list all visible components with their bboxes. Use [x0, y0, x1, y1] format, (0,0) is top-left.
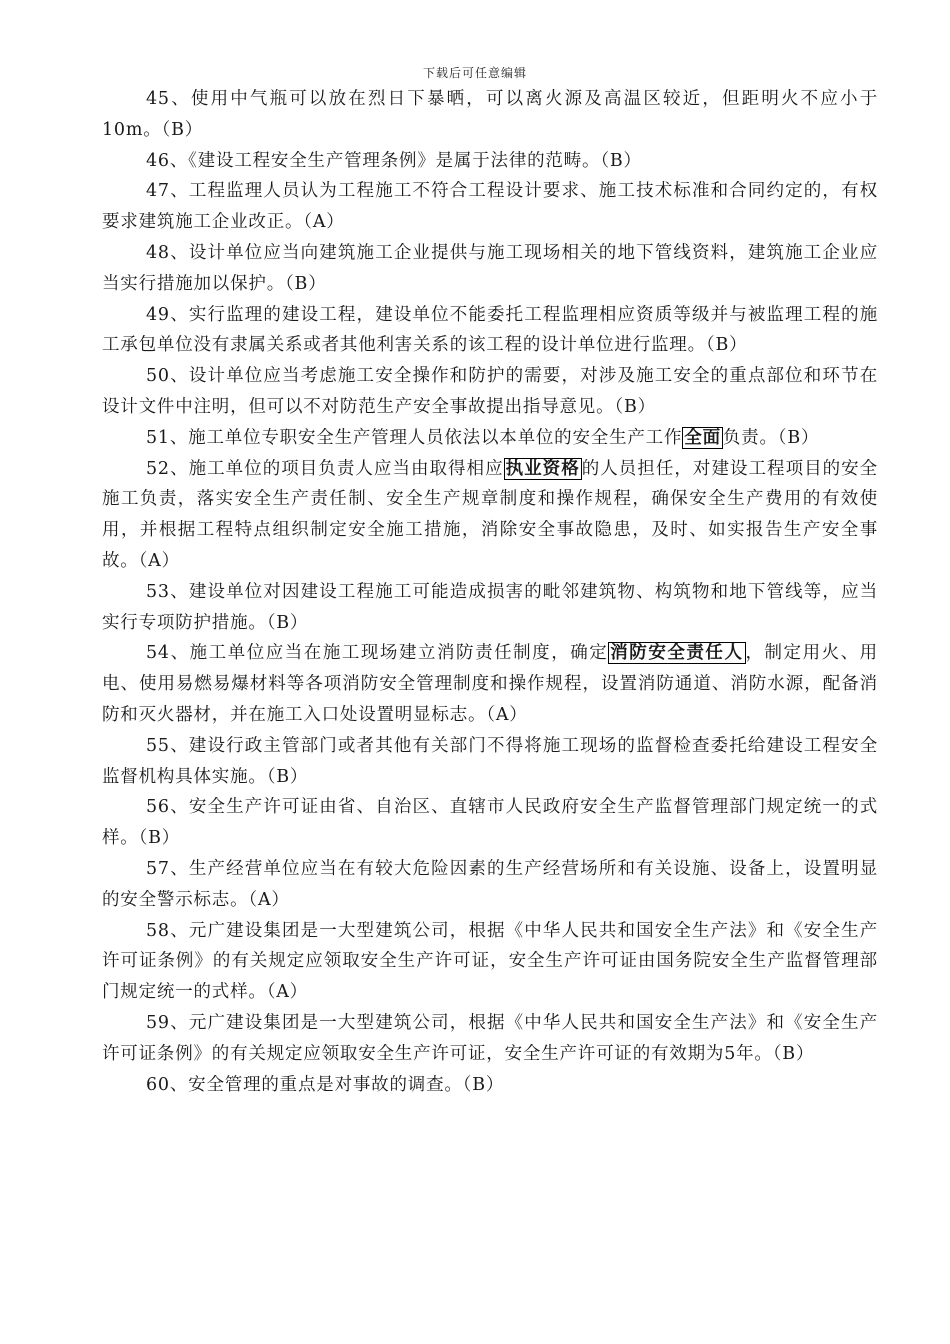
question-56: 56、安全生产许可证由省、自治区、直辖市人民政府安全生产监督管理部门规定统一的式样。（B） — [102, 797, 878, 849]
question-45: 45、使用中气瓶可以放在烈日下暴晒，可以离火源及高温区较近，但距明火不应小于10m。（B） — [102, 89, 878, 140]
question-52 — [102, 454, 878, 577]
question-46: 46、《建设工程安全生产管理条例》是属于法律的范畴。（B） — [146, 150, 642, 171]
question-57: 57、生产经营单位应当在有较大危险因素的生产经营场所和有关设施、设备上，设置明显的安全警示标志。（A） — [102, 858, 878, 910]
question-48: 48、设计单位应当向建筑施工企业提供与施工现场相关的地下管线资料，建筑施工企业应当实行措施加以保护。（B） — [102, 242, 878, 294]
page-header: 下载后可任意编辑 — [422, 66, 527, 80]
question-54 — [102, 638, 878, 730]
question-text-after: 负责。（B） — [722, 427, 820, 448]
boxed-keyword: 全面 — [684, 427, 721, 448]
boxed-keyword: 执业资格 — [505, 458, 580, 479]
question-49: 49、实行监理的建设工程，建设单位不能委托工程监理相应资质等级并与被监理工程的施工承包单位没有隶属关系或者其他利害关系的该工程的设计单位进行监理。（B） — [102, 304, 878, 356]
boxed-keyword: 消防安全责任人 — [610, 643, 744, 664]
question-text-before: 51、施工单位专职安全生产管理人员依法以本单位的安全生产工作 — [146, 427, 683, 448]
question-60: 60、安全管理的重点是对事故的调查。（B） — [146, 1074, 505, 1095]
question-text-before: 54、施工单位应当在施工现场建立消防责任制度，确定 — [146, 643, 609, 664]
question-51 — [102, 423, 878, 454]
question-text-after: ，制定用火、用电、使用易燃易爆材料等各项消防安全管理制度和操作规程，设置消防通道、消防水源，配备消防和灭火器材，并在施工入口处设置明显标志。（A） — [102, 643, 878, 725]
question-55: 55、建设行政主管部门或者其他有关部门不得将施工现场的监督检查委托给建设工程安全监督机构具体实施。（B） — [102, 735, 878, 787]
question-text-after: 的人员担任，对建设工程项目的安全施工负责，落实安全生产责任制、安全生产规章制度和操作规程，确保安全生产费用的有效使用，并根据工程特点组织制定安全施工措施，消除安全事故隐患，及时、如实报告生产安全事故。（A） — [102, 458, 878, 571]
question-53: 53、建设单位对因建设工程施工可能造成损害的毗邻建筑物、构筑物和地下管线等，应当实行专项防护措施。（B） — [102, 581, 878, 633]
question-58: 58、元广建设集团是一大型建筑公司，根据《中华人民共和国安全生产法》和《安全生产许可证条例》的有关规定应领取安全生产许可证，安全生产许可证由国务院安全生产监督管理部门规定统一的式样。（A） — [102, 920, 878, 1003]
question-59: 59、元广建设集团是一大型建筑公司，根据《中华人民共和国安全生产法》和《安全生产许可证条例》的有关规定应领取安全生产许可证，安全生产许可证的有效期为5年。（B） — [102, 1012, 878, 1064]
question-50: 50、设计单位应当考虑施工安全操作和防护的需要，对涉及施工安全的重点部位和环节在设计文件中注明，但可以不对防范生产安全事故提出指导意见。（B） — [102, 366, 878, 417]
document-body — [102, 84, 878, 1100]
question-text-before: 52、施工单位的项目负责人应当由取得相应 — [146, 458, 504, 479]
question-47: 47、工程监理人员认为工程施工不符合工程设计要求、施工技术标准和合同约定的，有权要求建筑施工企业改正。（A） — [102, 181, 878, 233]
